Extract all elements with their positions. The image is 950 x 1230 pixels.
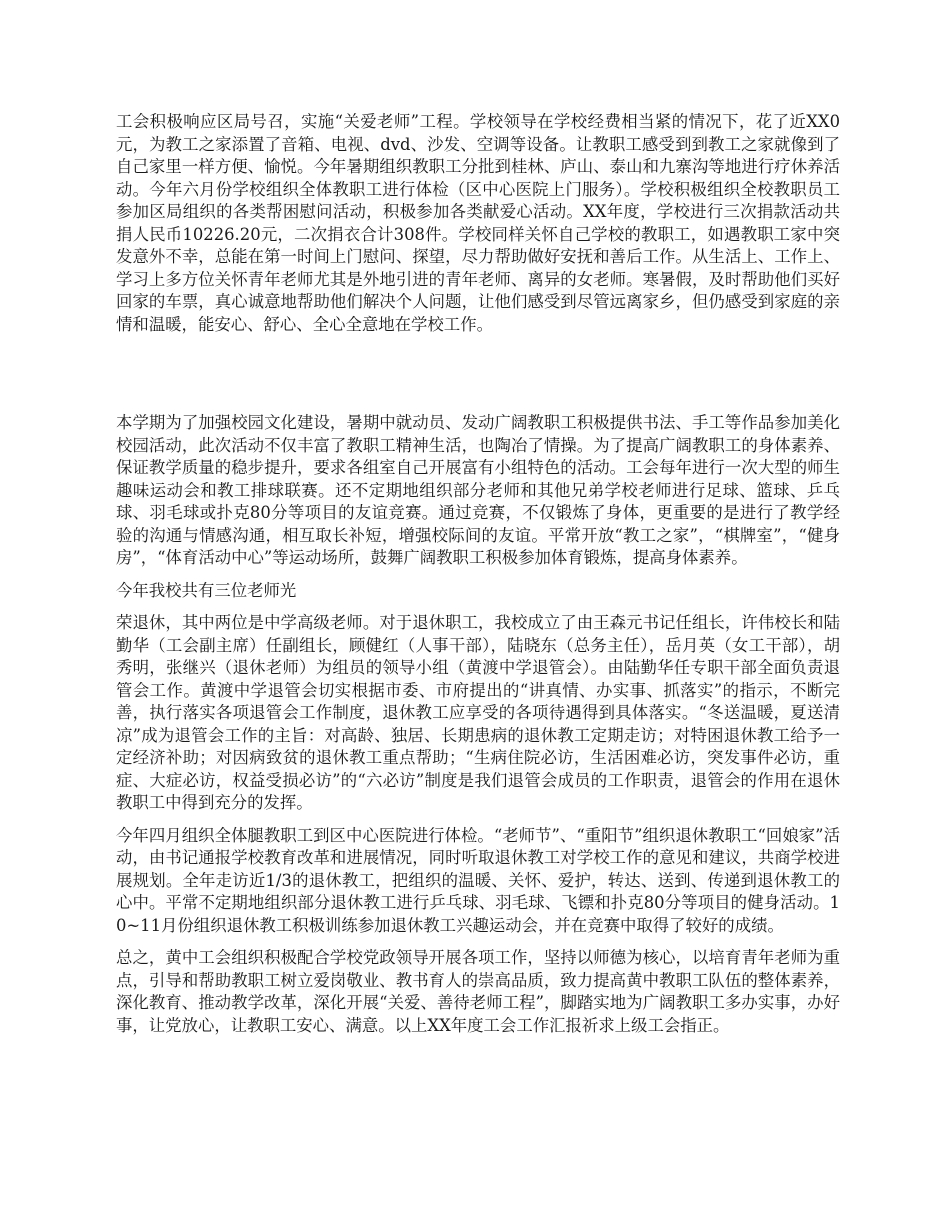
paragraph-campus-culture: 本学期为了加强校园文化建设，暑期中就动员、发动广阔教职工积极提供书法、手工等作品参加美化校园活动，此次活动不仅丰富了教职工精神生活，也陶冶了情操。为了提高广阔教职工的身体素养、保证教学质量的稳步提升，要求各组室自己开展富有小组特色的活动。工会每年进行一次大型的师生趣味运动会和教工排球联赛。还不定期地组织部分老师和其他兄弟学校老师进行足球、篮球、乒乓球、羽毛球或扑克80分等项目的友谊竞赛。通过竞赛，不仅锻炼了身体，更重要的是进行了教学经验的沟通与情感沟通，相互取长补短，增强校际间的友谊。平常开放“教工之家”，“棋牌室”，“健身房”，“体育活动中心”等运动场所，鼓舞广阔教职工积极参加体育锻炼，提高身体素养。: [116, 413, 840, 567]
document-body: [116, 111, 840, 1037]
paragraph-care-for-teachers: 工会积极响应区局号召，实施“关爱老师”工程。学校领导在学校经费相当紧的情况下，花了近XX0元，为教工之家添置了音箱、电视、dvd、沙发、空调等设备。让教职工感受到到教工之家就像到了自己家里一样方便、愉悦。今年暑期组织教职工分批到桂林、庐山、泰山和九寨沟等地进行疗休养活动。今年六月份学校组织全体教职工进行体检（区中心医院上门服务）。学校积极组织全校教职员工参加区局组织的各类帮困慰问活动，积极参加各类献爱心活动。XX年度，学校进行三次捐款活动共捐人民币10226.20元，二次捐衣合计308件。学校同样关怀自己学校的教职工，如遇教职工家中突发意外不幸，总能在第一时间上门慰问、探望，尽力帮助做好安抚和善后工作。从生活上、工作上、学习上多方位关怀青年老师尤其是外地引进的青年老师、离异的女老师。寒暑假，及时帮助他们买好回家的车票，真心诚意地帮助他们解决个人问题，让他们感受到尽管远离家乡，但仍感受到家庭的亲情和温暖，能安心、舒心、全心全意地在学校工作。: [116, 112, 840, 334]
paragraph-retirement-intro: 今年我校共有三位老师光: [116, 580, 297, 600]
paragraph-retirement-committee: 荣退休，其中两位是中学高级老师。对于退休职工，我校成立了由王森元书记任组长，许伟校长和陆勤华（工会副主席）任副组长，顾健红（人事干部），陆晓东（总务主任），岳月英（女工干部），胡秀明，张继兴（退休老师）为组员的领导小组（黄渡中学退管会）。由陆勤华任专职干部全面负责退管会工作。黄渡中学退管会切实根据市委、市府提出的“讲真情、办实事、抓落实”的指示，不断完善，执行落实各项退管会工作制度，退休教工应享受的各项待遇得到具体落实。“冬送温暖，夏送清凉”成为退管会工作的主旨：对高龄、独居、长期患病的退休教工定期走访；对特困退休教工给予一定经济补助；对因病致贫的退休教工重点帮助；“生病住院必访，生活困难必访，突发事件必访，重症、大症必访，权益受损必访”的“六必访”制度是我们退管会成员的工作职责，退管会的作用在退休教职工中得到充分的发挥。: [116, 613, 840, 812]
section-gap: [116, 336, 840, 412]
paragraph-retiree-activities: 今年四月组织全体腿教职工到区中心医院进行体检。“老师节”、“重阳节”组织退休教职工“回娘家”活动，由书记通报学校教育改革和进展情况，同时听取退休教工对学校工作的意见和建议，共商学校进展规划。全年走访近1/3的退休教工，把组织的温暖、关怀、爱护，转达、送到、传递到退休教工的心中。平常不定期地组织部分退休教工进行乒乓球、羽毛球、飞镖和扑克80分等项目的健身活动。10~11月份组织退休教工积极训练参加退休教工兴趣运动会，并在竞赛中取得了较好的成绩。: [116, 825, 840, 935]
paragraph-conclusion: 总之，黄中工会组织积极配合学校党政领导开展各项工作，坚持以师德为核心，以培育青年老师为重点，引导和帮助教职工树立爱岗敬业、教书育人的崇高品质，致力提高黄中教职工队伍的整体素养，深化教育、推动教学改革，深化开展“关爱、善待老师工程”，脚踏实地为广阔教职工多办实事，办好事，让党放心，让教职工安心、满意。以上XX年度工会工作汇报祈求上级工会指正。: [116, 948, 840, 1035]
